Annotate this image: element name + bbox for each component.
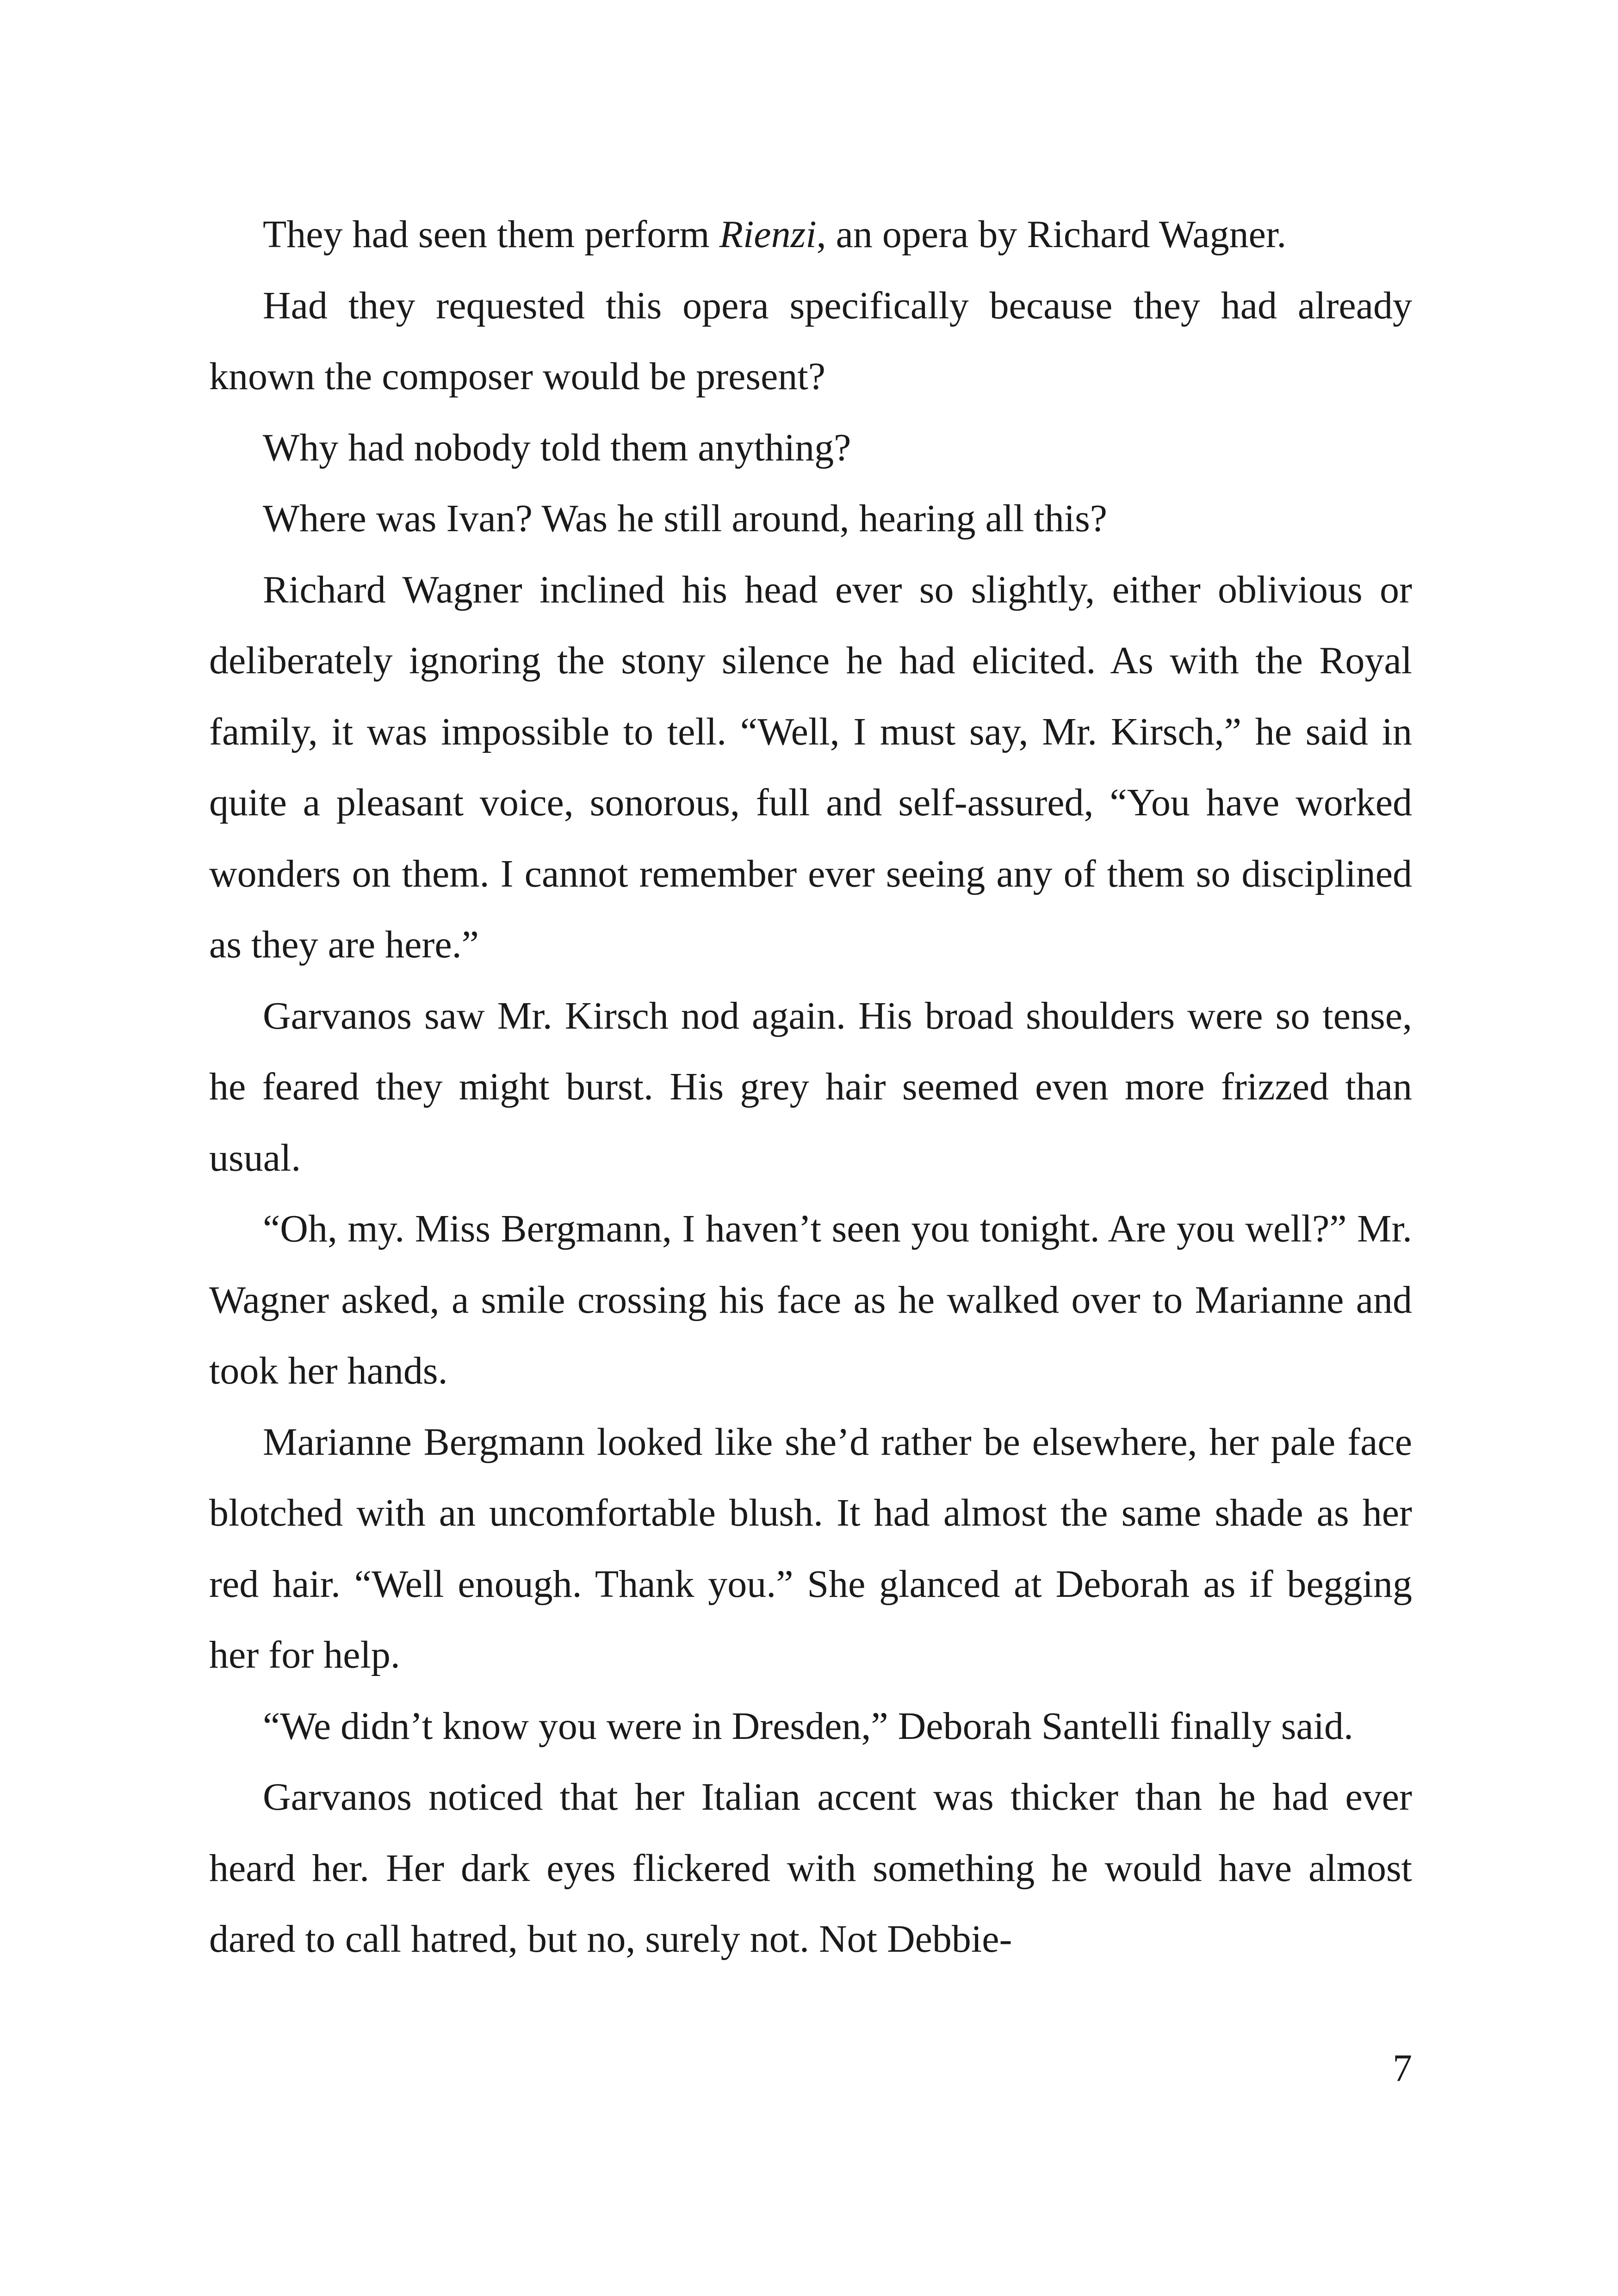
paragraph: Had they requested this opera specifically because they had already known the composer would be present? <box>209 284 1412 398</box>
paragraph: Richard Wagner inclined his head ever so slightly, either oblivious or deliberately ignoring the stony silence he had elicited. As with the Royal family, it was impossible to tell. “Well, I must say, Mr. Kirsch,” he said in quite a pleasant voice, sonorous, full and self-assured, “You have worked wonders on them. I cannot remember ever seeing any of them so disciplined as they are here.” <box>209 568 1412 966</box>
body-text <box>209 199 1412 1975</box>
paragraph: They had seen them perform Rienzi, an opera by Richard Wagner. <box>263 213 1287 256</box>
opera-title: Rienzi <box>719 213 817 256</box>
paragraph: Why had nobody told them anything? <box>263 426 851 469</box>
page-number: 7 <box>1393 2047 1412 2090</box>
paragraph: Garvanos noticed that her Italian accent was thicker than he had ever heard her. Her dark eyes flickered with something he would have almost dared to call hatred, but no, surely not. Not Debbie- <box>209 1775 1412 1961</box>
paragraph: Marianne Bergmann looked like she’d rather be elsewhere, her pale face blotched with an uncomfortable blush. It had almost the same shade as her red hair. “Well enough. Thank you.” She glanced at Deborah as if begging her for help. <box>209 1420 1412 1676</box>
paragraph: Garvanos saw Mr. Kirsch nod again. His broad shoulders were so tense, he feared they might burst. His grey hair seemed even more frizzed than usual. <box>209 994 1412 1179</box>
paragraph: “Oh, my. Miss Bergmann, I haven’t seen you tonight. Are you well?” Mr. Wagner asked, a smile crossing his face as he walked over to Marianne and took her hands. <box>209 1207 1412 1392</box>
paragraph: “We didn’t know you were in Dresden,” Deborah Santelli finally said. <box>263 1704 1354 1748</box>
paragraph: Where was Ivan? Was he still around, hearing all this? <box>263 497 1108 540</box>
